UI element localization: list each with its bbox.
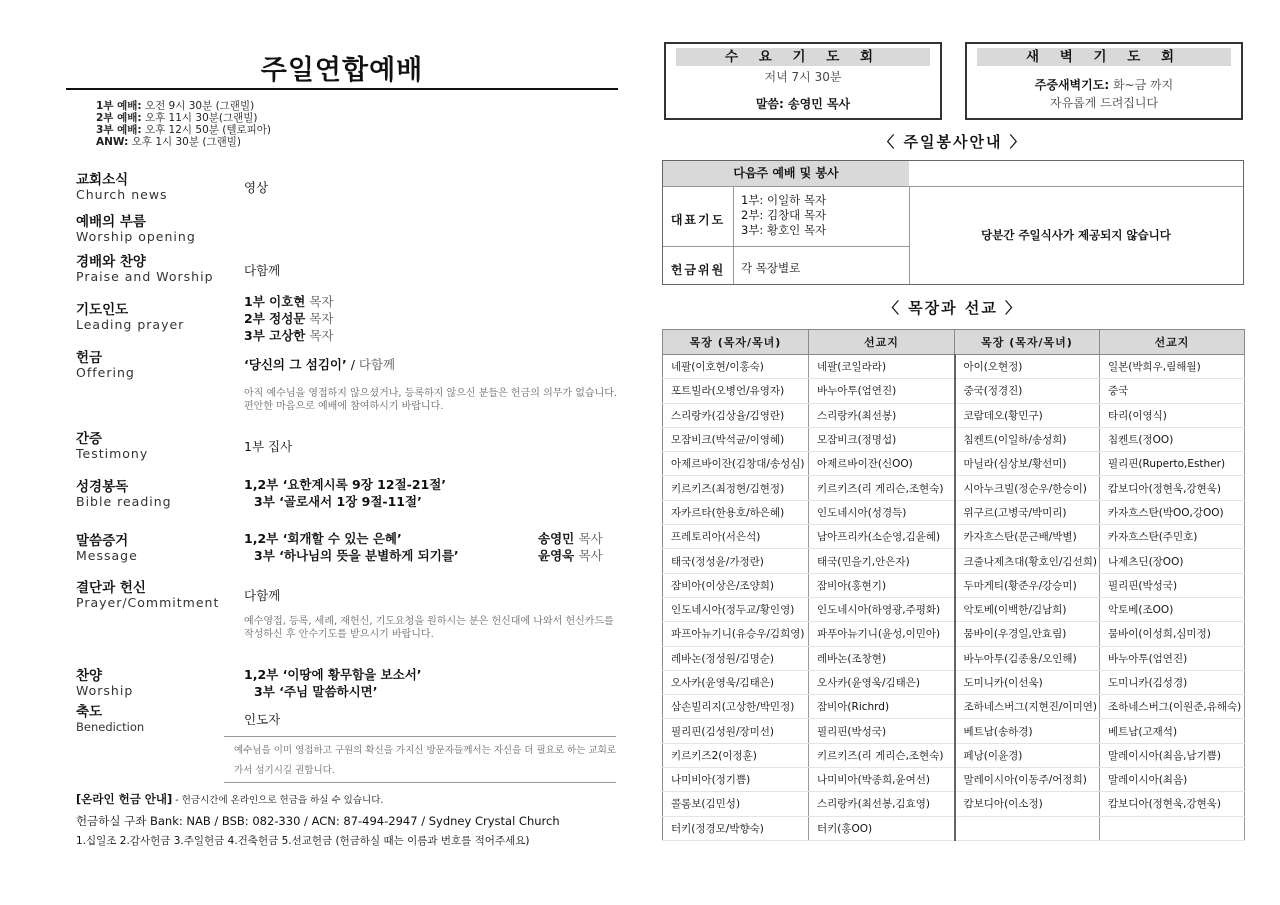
table-cell: 베트남(고재석) xyxy=(1100,719,1245,743)
table-cell: 레바논(조창현) xyxy=(809,646,955,670)
table-cell: 캄보디아(정현욱,강현욱) xyxy=(1100,476,1245,500)
title-divider xyxy=(66,88,618,90)
table-cell: 아제르바이잔(신OO) xyxy=(809,452,955,476)
offering-note: 아직 예수님을 영접하지 않으셨거나, 등록하지 않으신 분들은 헌금의 의무가 없습니다. 편안한 마음으로 예배에 참여하시기 바랍니다. xyxy=(244,388,618,412)
table-cell: 필리핀(김성원/장미선) xyxy=(663,719,809,743)
table-cell: 도미니카(김성경) xyxy=(1100,670,1245,694)
table-row xyxy=(663,379,1245,403)
service-table: 다음주 예배 및 봉사 대표기도 1부: 이일하 목자 2부: 김창대 목자 3부: 황호인 목자 헌금위원 각 목장별로 당분간 주일식사가 제공되지 않습니다 xyxy=(662,160,1244,285)
wednesday-prayer-title: 수 요 기 도 회 xyxy=(676,48,930,66)
table-row xyxy=(663,549,1245,573)
table-row xyxy=(663,427,1245,451)
table-cell: 파프아뉴기니(유승우/김희영) xyxy=(663,622,809,646)
table-cell: 포트빌라(오병언/유영자) xyxy=(663,379,809,403)
table-cell: 말레이시아(최음) xyxy=(1100,768,1245,792)
table-cell xyxy=(955,816,1100,840)
table-row xyxy=(663,695,1245,719)
table-cell: 삼손빌리지(고상한/박민정) xyxy=(663,695,809,719)
table-cell: 잠비아(이상은/조양희) xyxy=(663,573,809,597)
table-cell: 잠비아(홍현기) xyxy=(809,573,955,597)
preachers: 송영민 목사 윤영욱 목사 xyxy=(538,531,603,563)
table-cell: 페낭(이윤경) xyxy=(955,743,1100,767)
table-cell: 말레이시아(이동주/어정희) xyxy=(955,768,1100,792)
table-cell: 잠비아(Richrd) xyxy=(809,695,955,719)
table-cell: 코람데오(황민구) xyxy=(955,403,1100,427)
table-cell: 필리핀(Ruperto,Esther) xyxy=(1100,452,1245,476)
table-row xyxy=(663,573,1245,597)
table-cell: 파푸아뉴기니(윤성,이민아) xyxy=(809,622,955,646)
table-cell: 악토베(조OO) xyxy=(1100,597,1245,621)
order-item-testimony: 간증 Testimony 1부 집사 xyxy=(76,431,293,461)
service-schedule xyxy=(96,100,271,148)
table-cell: 바누아투(엄연진) xyxy=(809,379,955,403)
table-cell: 스리랑카(김상율/김영란) xyxy=(663,403,809,427)
table-cell: 카자흐스탄(주민호) xyxy=(1100,525,1245,549)
table-cell: 나미비아(정기쁨) xyxy=(663,768,809,792)
table-cell: 조하네스버그(이원준,유해숙) xyxy=(1100,695,1245,719)
table-cell xyxy=(1100,816,1245,840)
mission-table xyxy=(662,329,1245,841)
wednesday-prayer-box: 수 요 기 도 회 저녁 7시 30분 말씀: 송영민 목사 xyxy=(664,42,942,120)
table-cell: 콜롬보(김민성) xyxy=(663,792,809,816)
table-cell: 나미비아(박종희,윤여선) xyxy=(809,768,955,792)
table-row xyxy=(663,597,1245,621)
table-cell: 네팔(이호현/이홍숙) xyxy=(663,355,809,379)
table-cell: 터키(정경모/박향숙) xyxy=(663,816,809,840)
dawn-prayer-title: 새 벽 기 도 회 xyxy=(977,48,1231,66)
schedule-line: 1부 예배: 오전 9시 30분 (그랜빌) xyxy=(96,100,255,112)
table-row xyxy=(663,792,1245,816)
table-cell: 뭄바이(이성희,심미정) xyxy=(1100,622,1245,646)
table-cell: 두마게티(황준우/강승미) xyxy=(955,573,1100,597)
table-cell: 바누아투(엄연진) xyxy=(1100,646,1245,670)
table-cell: 필리핀(박성국) xyxy=(809,719,955,743)
table-cell: 키르키즈(최정현/김현정) xyxy=(663,476,809,500)
table-cell: 네팔(코일라라) xyxy=(809,355,955,379)
table-cell: 아이(오현정) xyxy=(955,355,1100,379)
table-cell: 키르키즈2(이정훈) xyxy=(663,743,809,767)
online-offering: [온라인 헌금 안내] - 헌금시간에 온라인으로 헌금을 하실 수 있습니다. 헌금하실 구좌 Bank: NAB / BSB: 082-330 / ACN: 87-494-2947 / Sydney Crystal Church 1.십일조 2.감사헌금 3.주일헌금 4.건축헌금 5.선교헌금 (헌금하실 때는 이름과 번호를 적어주세요) xyxy=(76,792,560,847)
order-item-news: 교회소식 Church news 영상 xyxy=(76,172,269,202)
order-item-message: 말씀증거 Message 1,2부 ‘회개할 수 있는 은혜’ 3부 ‘하나님의 뜻을 분별하게 되기를’ 송영민 목사 윤영욱 목사 xyxy=(76,531,603,563)
table-cell: 시아누크빌(정순우/한승이) xyxy=(955,476,1100,500)
order-item-hymn: 찬양 Worship 1,2부 ‘이땅에 황무함을 보소서’ 3부 ‘주님 말씀하시면’ xyxy=(76,667,422,699)
table-cell: 오사카(윤영욱/김태은) xyxy=(663,670,809,694)
table-cell: 중국(정경진) xyxy=(955,379,1100,403)
worship-order-panel xyxy=(66,0,626,905)
table-row xyxy=(663,768,1245,792)
table-header-row: 목장 (목자/목녀) 선교지 목장 (목자/목녀) 선교지 xyxy=(663,330,1245,355)
table-row xyxy=(663,743,1245,767)
order-item-commitment: 결단과 헌신 Prayer/Commitment 다함께 예수영접, 등록, 세례, 재헌신, 기도요청을 원하시는 분은 헌신대에 나와서 헌신카드를 작성하신 후 안수기도를 받으시기 바랍니다. xyxy=(76,581,621,610)
table-row xyxy=(663,816,1245,840)
order-item-reading: 성경봉독 Bible reading 1,2부 ‘요한계시록 9장 12절-21절’ 3부 ‘골로새서 1장 9절-11절’ xyxy=(76,477,447,509)
table-cell: 태국(민을기,안은자) xyxy=(809,549,955,573)
table-cell: 캄보디아(정현욱,강현욱) xyxy=(1100,792,1245,816)
table-cell: 말레이시아(최음,남기쁨) xyxy=(1100,743,1245,767)
table-cell: 타리(이영식) xyxy=(1100,403,1245,427)
table-row xyxy=(663,646,1245,670)
table-cell: 모잠비크(박석균/이영혜) xyxy=(663,427,809,451)
table-cell: 스리랑카(최선봉) xyxy=(809,403,955,427)
table-row xyxy=(663,622,1245,646)
page-title: 주일연합예배 xyxy=(260,55,424,86)
commitment-note: 예수영접, 등록, 세례, 재헌신, 기도요청을 원하시는 분은 헌신대에 나와서 헌신카드를 작성하신 후 안수기도를 받으시기 바랍니다. xyxy=(244,616,614,640)
table-cell: 중국 xyxy=(1100,379,1245,403)
table-cell: 스리랑카(최선봉,김효영) xyxy=(809,792,955,816)
table-cell: 모잠비크(정명섭) xyxy=(809,427,955,451)
table-cell: 키르키즈(리 게리슨,조현숙) xyxy=(809,476,955,500)
schedule-line: 2부 예배: 오후 11시 30분(그랜빌) xyxy=(96,112,258,124)
table-cell: 침켄트(이일하/송성희) xyxy=(955,427,1100,451)
order-item-benediction: 축도 Benediction 인도자 xyxy=(76,704,281,734)
schedule-line: 3부 예배: 오후 12시 50분 (텔로피아) xyxy=(96,124,272,136)
mission-section-title: 〈 목장과 선교 〉 xyxy=(883,299,1023,317)
table-cell: 카자흐스탄(박OO,강OO) xyxy=(1100,500,1245,524)
dawn-prayer-box: 새 벽 기 도 회 주중새벽기도: 화~금 까지 자유롭게 드려집니다 xyxy=(965,42,1243,120)
table-cell: 크줄나제츠대(황호인/김선희) xyxy=(955,549,1100,573)
table-row xyxy=(663,476,1245,500)
table-cell: 악토베(이백한/김남희) xyxy=(955,597,1100,621)
table-cell: 키르키즈(리 게리슨,조현숙) xyxy=(809,743,955,767)
table-cell: 침켄트(정OO) xyxy=(1100,427,1245,451)
prayer-assignments: 1부: 이일하 목자 2부: 김창대 목자 3부: 황호인 목자 xyxy=(741,193,827,237)
table-cell: 인도네시아(성경득) xyxy=(809,500,955,524)
order-item-prayer: 기도인도 Leading prayer 1부 이호현 목자 2부 정성문 목자 3부 고상한 목자 xyxy=(76,294,334,343)
table-cell: 인도네시아(정두교/황인영) xyxy=(663,597,809,621)
table-cell: 레바논(정성원/김명순) xyxy=(663,646,809,670)
table-cell: 프레토리아(서은석) xyxy=(663,525,809,549)
table-cell: 나제츠딘(장OO) xyxy=(1100,549,1245,573)
table-cell: 남아프리카(소순영,김윤혜) xyxy=(809,525,955,549)
service-section-title: 〈 주일봉사안내 〉 xyxy=(879,133,1027,151)
table-row xyxy=(663,355,1245,379)
table-cell: 위구르(고병국/박미리) xyxy=(955,500,1100,524)
divider xyxy=(224,736,616,737)
order-item-opening: 예배의 부름 Worship opening xyxy=(76,214,196,244)
table-cell: 도미니카(이선욱) xyxy=(955,670,1100,694)
table-cell: 캄보디아(이소정) xyxy=(955,792,1100,816)
table-cell: 일본(박희우,림해월) xyxy=(1100,355,1245,379)
table-row xyxy=(663,452,1245,476)
table-row xyxy=(663,403,1245,427)
table-cell: 필리핀(박성국) xyxy=(1100,573,1245,597)
table-cell: 오사카(윤영욱/김태은) xyxy=(809,670,955,694)
table-cell: 자카르타(한용호/하은혜) xyxy=(663,500,809,524)
table-cell: 조하네스버그(지현진/이미연) xyxy=(955,695,1100,719)
order-item-praise: 경배와 찬양 Praise and Worship 다함께 xyxy=(76,254,281,284)
prayer-leaders: 1부 이호현 목자 2부 정성문 목자 3부 고상한 목자 xyxy=(244,294,334,343)
table-cell: 뭄바이(우경일,안효림) xyxy=(955,622,1100,646)
schedule-line: ANW: 오후 1시 30분 (그랜빌) xyxy=(96,136,241,148)
divider xyxy=(224,782,616,783)
table-cell: 터키(홍OO) xyxy=(809,816,955,840)
table-cell: 아제르바이잔(김창대/송성심) xyxy=(663,452,809,476)
table-row xyxy=(663,500,1245,524)
table-cell: 베트남(송하경) xyxy=(955,719,1100,743)
table-cell: 인도네시아(하영광,주평화) xyxy=(809,597,955,621)
order-item-offering: 헌금 Offering ‘당신의 그 섬김이’ / 다함께 아직 예수님을 영접하지 않으셨거나, 등록하지 않으신 분들은 헌금의 의무가 없습니다. 편안한 마음으로 예배에 참여하시기 바랍니다. xyxy=(76,351,621,380)
visitor-note: 예수님을 이미 영접하고 구원의 확신을 가지신 방문자들께서는 자신을 더 필요로 하는 교회로 가서 섬기시길 권합니다. xyxy=(234,745,616,776)
table-cell: 카자흐스탄(문근배/박별) xyxy=(955,525,1100,549)
table-cell: 태국(정성윤/가정란) xyxy=(663,549,809,573)
table-row xyxy=(663,525,1245,549)
table-row xyxy=(663,670,1245,694)
meal-notice: 당분간 주일식사가 제공되지 않습니다 xyxy=(981,228,1171,242)
table-cell: 바누아투(김종용/오인해) xyxy=(955,646,1100,670)
table-row xyxy=(663,719,1245,743)
table-cell: 마닐라(심상보/황선미) xyxy=(955,452,1100,476)
